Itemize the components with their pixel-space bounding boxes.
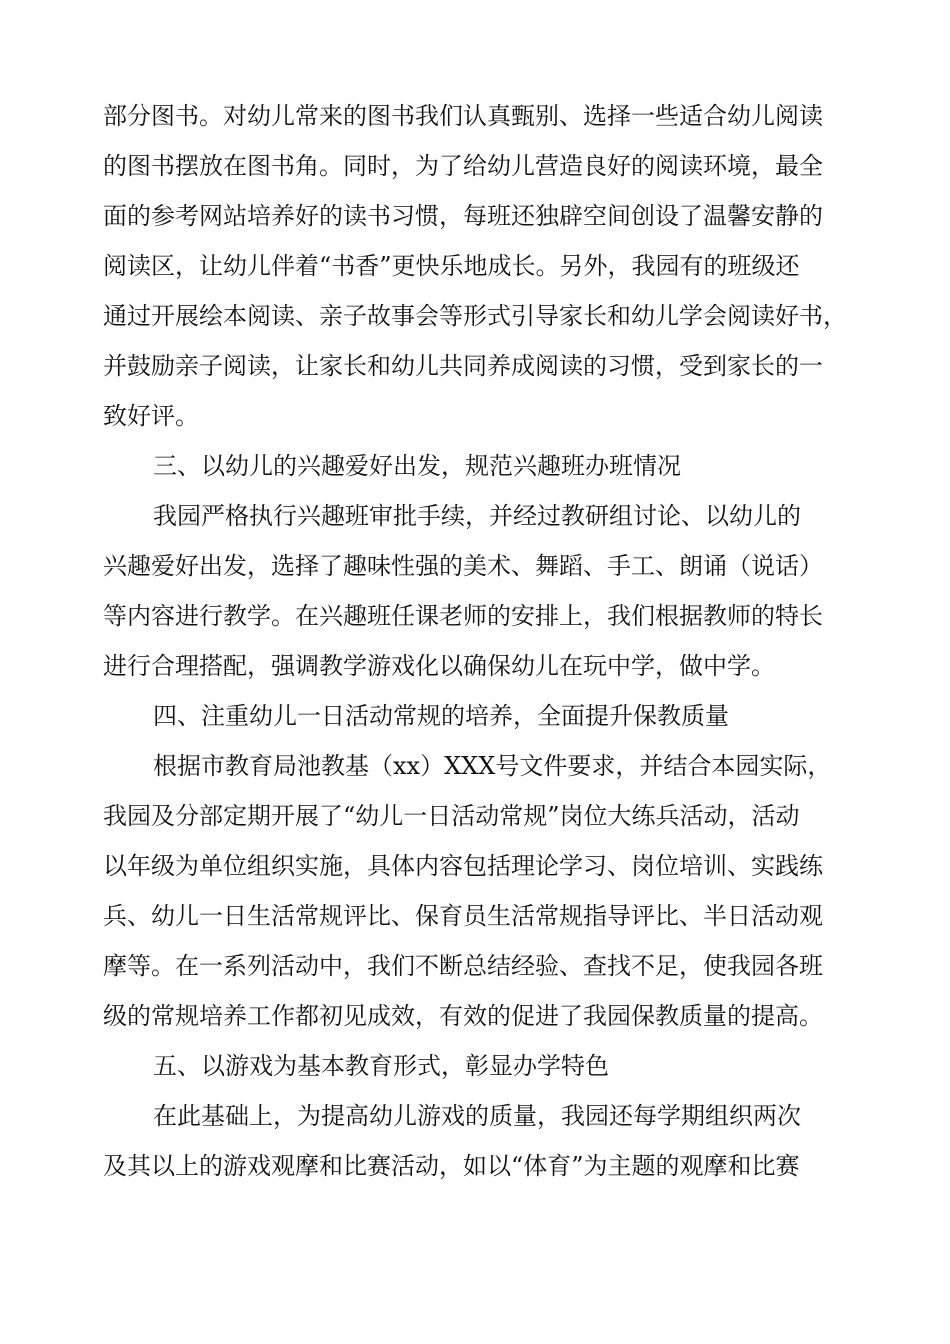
text-line: 通过开展绘本阅读、亲子故事会等形式引导家长和幼儿学会阅读好书， — [103, 302, 847, 330]
text-line: 摩等。在一系列活动中，我们不断总结经验、查找不足，使我园各班 — [103, 952, 823, 980]
text-line: 部分图书。对幼儿常来的图书我们认真甄别、选择一些适合幼儿阅读 — [103, 102, 823, 130]
text-line: 并鼓励亲子阅读，让家长和幼儿共同养成阅读的习惯，受到家长的一 — [103, 352, 823, 380]
section-heading: 五、以游戏为基本教育形式，彰显办学特色 — [153, 1052, 609, 1080]
text-line: 在此基础上，为提高幼儿游戏的质量，我园还每学期组织两次 — [153, 1102, 801, 1130]
text-line: 我园及分部定期开展了“幼儿一日活动常规”岗位大练兵活动，活动 — [103, 802, 800, 830]
text-line: 进行合理搭配，强调教学游戏化以确保幼儿在玩中学，做中学。 — [103, 652, 775, 680]
text-line: 及其以上的游戏观摩和比赛活动，如以“体育”为主题的观摩和比赛 — [103, 1152, 800, 1180]
text-line: 兵、幼儿一日生活常规评比、保育员生活常规指导评比、半日活动观 — [103, 902, 823, 930]
text-line: 级的常规培养工作都初见成效，有效的促进了我园保教质量的提高。 — [103, 1002, 823, 1030]
section-heading: 四、注重幼儿一日活动常规的培养，全面提升保教质量 — [153, 702, 729, 730]
text-line: 以年级为单位组织实施，具体内容包括理论学习、岗位培训、实践练 — [103, 852, 823, 880]
section-heading: 三、以幼儿的兴趣爱好出发，规范兴趣班办班情况 — [153, 452, 681, 480]
text-line: 阅读区，让幼儿伴着“书香”更快乐地成长。另外，我园有的班级还 — [103, 252, 800, 280]
text-line: 面的参考网站培养好的读书习惯，每班还独辟空间创设了温馨安静的 — [103, 202, 823, 230]
text-line: 等内容进行教学。在兴趣班任课老师的安排上，我们根据教师的特长 — [103, 602, 823, 630]
text-line: 致好评。 — [103, 402, 199, 430]
text-line: 兴趣爱好出发，选择了趣味性强的美术、舞蹈、手工、朗诵（说话） — [103, 552, 823, 580]
text-line: 的图书摆放在图书角。同时，为了给幼儿营造良好的阅读环境，最全 — [103, 152, 823, 180]
text-line: 我园严格执行兴趣班审批手续，并经过教研组讨论、以幼儿的 — [153, 502, 801, 530]
text-line: 根据市教育局池教基（xx）XXX号文件要求，并结合本园实际， — [153, 752, 832, 780]
